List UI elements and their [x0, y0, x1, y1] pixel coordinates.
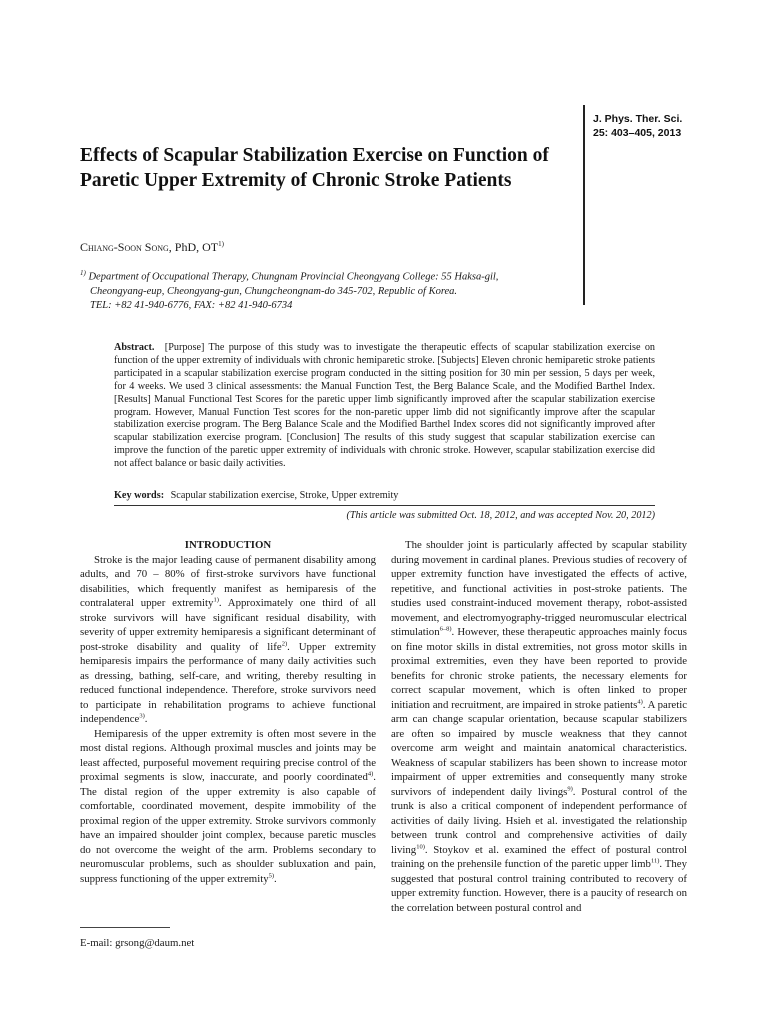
journal-name: J. Phys. Ther. Sci.: [593, 113, 683, 125]
author-degrees: , PhD, OT: [168, 240, 219, 254]
keywords-text: Scapular stabilization exercise, Stroke, Upper extremity: [170, 490, 399, 501]
author-affil-mark: 1): [218, 240, 224, 248]
keywords-label: Key words:: [114, 490, 165, 501]
author-name: Chiang-Soon Song: [80, 240, 169, 254]
journal-volume-pages: 25: 403–405, 2013: [593, 127, 682, 139]
author-email: E-mail: grsong@daum.net: [80, 937, 195, 949]
article-title: Effects of Scapular Stabilization Exercise on Function of Paretic Upper Extremity of Chronic Stroke Patients: [80, 145, 549, 191]
intro-paragraph-2: Hemiparesis of the upper extremity is often most severe in the most distal regions. Although proximal muscles and joints may be least affected, purposeful movement requiring precise control of the proximal segments is slow, inaccurate, and poorly coordinated$^{4)}$. The distal region of the upper extremity is also capable of comfortable, coordinated movement, despite immobility of the proximal region of the upper extremity. Stroke survivors commonly have an impaired shoulder joint complex, because paretic muscles do not overcome the weight of the arm. Problems secondary to neuromuscular problems, such as shoulder subluxation and pain, suppress functioning of the upper extremity$^{5)}$.: [80, 727, 376, 885]
header-vertical-rule: [583, 105, 585, 305]
intro-paragraph-3: The shoulder joint is particularly affected by scapular stability during movement in cardinal planes. Previous studies of recovery of upper extremity function have investigated the effects of active, repetitive, and functional activities in post-stroke patients. The studies used constraint-induced movement therapy, robot-assisted movement, and electromyography-trigged neuromuscular electrical stimulation$^{6-8)}$. However, these therapeutic approaches mainly focus on fine motor skills in distal extremities, not gross motor skills in proximal extremities, even they have been reported to provide benefits for chronic stroke patients, the necessary elements for correct scapular movement, which is often linked to proper initiation and recruitment, are impaired in stroke patients$^{4)}$. A paretic arm can change scapular orientation, because scapular stabilizers are often so impaired by muscle weakness that they cannot overcome arm weight and maintain anatomical characteristics. Weakness of scapular stabilizers has been shown to increase motor impairment of upper extremities and consequently many stroke survivors of independent daily livings$^{9)}$. Postural control of the trunk is also a critical component of independent performance of activities of daily living. Hsieh et al. investigated the relationship between trunk control and comprehensive activities of daily living$^{10)}$. Stoykov et al. examined the effect of postural control training on the prehensile function of the paretic upper limb$^{11)}$. They suggested that postural control training contributed to recovery of upper extremity function. However, there is a paucity of research on the correlation between postural control and: [391, 539, 687, 914]
affil-mark: 1): [80, 269, 86, 277]
journal-citation: [593, 112, 682, 140]
submission-dates: (This article was submitted Oct. 18, 2012, and was accepted Nov. 20, 2012): [346, 510, 655, 521]
author-line: [80, 240, 224, 255]
section-heading: INTRODUCTION: [184, 539, 272, 551]
body-column-left: [80, 538, 376, 886]
abstract-text: [Purpose] The purpose of this study was to investigate the therapeutic effects of scapular stabilization exercise on function of the upper extremity of individuals with chronic hemiparetic stroke. [Subjects] Eleven chronic hemiparetic stroke patients participated in a scapular stabilization exercise program conducted in the sitting position for 30 min per session, 5 days per week, for 4 weeks. We used 3 clinical assessments: the Manual Function Test, the Berg Balance Scale, and the Modified Barthel Index. [Results] Manual Functional Test Scores for the paretic upper limb significantly improved after the scapular stabilization exercise program. However, Manual Function Test scores for the non-paretic upper limb did not significantly improve after the scapular stabilization exercise program. The Berg Balance Scale and the Modified Barthel Index scores did not significantly improved after scapular stabilization exercise program. [Conclusion] The results of this study suggest that scapular stabilization exercise can improve the function of the paretic upper extremity of individuals with chronic stroke. However, scapular stabilization exercise did not affect balance or basic daily activities.: [114, 342, 656, 470]
abstract: [114, 342, 655, 471]
affiliation: [80, 266, 575, 313]
intro-paragraph-1: Stroke is the major leading cause of permanent disability among adults, and 70 – 80% of first-stroke survivors have functional disabilities, which frequently manifest as hemiparesis of the contralateral upper extremity$^{1)}$. Approximately one third of all stroke survivors will have significant residual disability, with severity of upper extremity hemiparesis a significant determinant of post-stroke disability and quality of life$^{2)}$. Upper extremity hemiparesis impairs the performance of many daily activities such as dressing, bathing, self-care, and writing, thereby resulting in reduced functional independence. Therefore, stroke survivors need to participate in rehabilitation programs to achieve functional independence$^{3)}$.: [80, 553, 377, 725]
abstract-rule: [114, 505, 655, 506]
affil-line-1: Department of Occupational Therapy, Chungnam Provincial Cheongyang College: 55 Haksa-gil,: [88, 271, 499, 283]
affil-line-2: Cheongyang-eup, Cheongyang-gun, Chungcheongnam-do 345-702, Republic of Korea.: [90, 285, 458, 297]
keywords: [114, 490, 398, 501]
body-column-right: [391, 538, 687, 915]
footnote-rule: [80, 927, 170, 928]
affil-line-3: TEL: +82 41-940-6776, FAX: +82 41-940-6734: [90, 299, 293, 311]
abstract-label: Abstract.: [114, 342, 155, 353]
